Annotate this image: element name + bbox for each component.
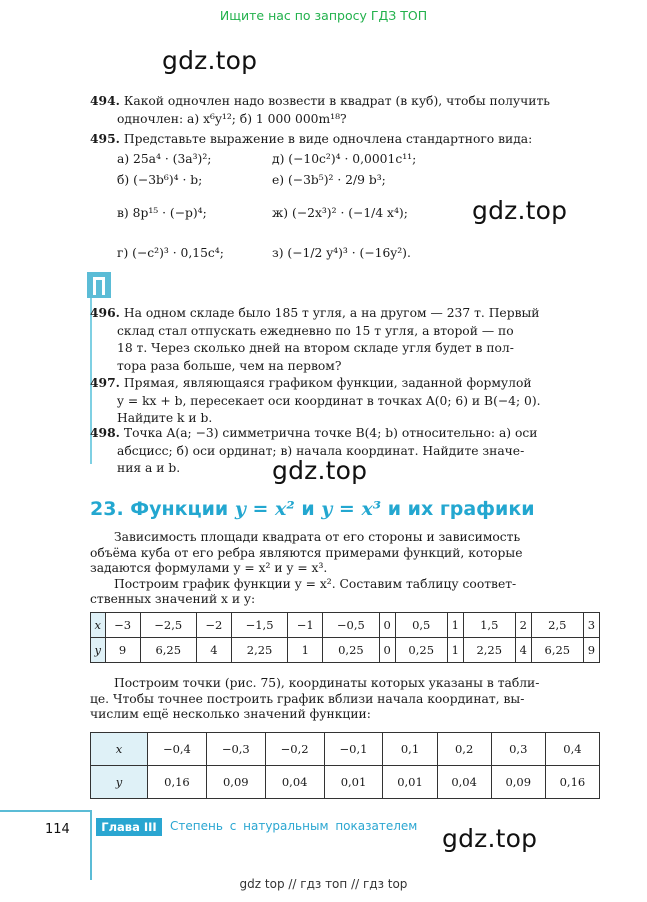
- item-e: е) (−3b⁵)² · 2/9 b³;: [272, 173, 386, 187]
- table-cell: 4: [515, 638, 531, 663]
- paragraph: Построим точки (рис. 75), координаты которых указаны в табли- це. Чтобы точнее построить график вблизи начала координат, вы- числим ещё несколько значений функции:: [90, 676, 540, 722]
- table-cell: −0,3: [206, 733, 265, 766]
- task-text: На одном складе было 185 т угля, а на другом — 237 т. Первый: [123, 306, 540, 320]
- task-497: [90, 374, 600, 428]
- watermark: gdz.top: [442, 824, 538, 853]
- item-a: а) 25a⁴ · (3a³)²;: [117, 152, 212, 166]
- top-banner: Ищите нас по запросу ГДЗ ТОП: [219, 8, 428, 23]
- table-cell: 3: [583, 613, 599, 638]
- task-text: абсцисс; б) оси ординат; в) начала координат. Найдите значе-: [117, 443, 525, 458]
- table-cell: 1,5: [463, 613, 515, 638]
- table-cell: 0,09: [491, 766, 545, 799]
- table-cell: −2: [196, 613, 231, 638]
- task-495: [90, 130, 600, 149]
- table-cell: 0,04: [437, 766, 491, 799]
- bottom-banner: gdz top // гдз топ // гдз top: [239, 877, 408, 891]
- table-cell: 0: [379, 613, 395, 638]
- task-text: одночлен: а) x⁶y¹²; б) 1 000 000m¹⁸?: [117, 111, 347, 126]
- item-b: б) (−3b⁶)⁴ · b;: [117, 173, 203, 187]
- x-header: x: [91, 733, 148, 766]
- table-cell: 0,01: [324, 766, 383, 799]
- table-cell: 6,25: [531, 638, 583, 663]
- table-cell: 2,25: [231, 638, 287, 663]
- chapter-title: Степень с натуральным показателем: [170, 819, 418, 833]
- x-header: x: [91, 613, 106, 638]
- table-cell: 9: [583, 638, 599, 663]
- watermark: gdz.top: [272, 456, 368, 485]
- task-494: [90, 92, 600, 128]
- task-number: 498.: [90, 425, 120, 440]
- table-cell: −0,1: [324, 733, 383, 766]
- item-g: г) (−c²)³ · 0,15c⁴;: [117, 246, 224, 260]
- item-zh: ж) (−2x³)² · (−1/4 x⁴);: [272, 206, 408, 220]
- task-496: [90, 304, 600, 375]
- watermark: gdz.top: [472, 196, 568, 225]
- task-text: ния a и b.: [117, 461, 181, 475]
- item-d: д) (−10c²)⁴ · 0,0001c¹¹;: [272, 152, 417, 166]
- chapter-label: Глава III: [96, 818, 162, 836]
- paragraph: Зависимость площади квадрата от его стороны и зависимость объёма куба от его ребра являются примерами функций, которые задаются формулами y = x² и y = x³. Построим график функции y = x². Составим таблицу соответ- ственных значений x и y:: [90, 530, 523, 607]
- watermark: gdz.top: [162, 46, 258, 75]
- table-cell: 0,16: [545, 766, 599, 799]
- task-number: 494.: [90, 93, 120, 108]
- task-text: склад стал отпускать ежедневно по 15 т угля, а второй — по: [117, 323, 514, 338]
- table-cell: 0,25: [395, 638, 447, 663]
- task-text: 18 т. Через сколько дней на втором складе угля будет в пол-: [117, 341, 514, 355]
- table-cell: 2,5: [531, 613, 583, 638]
- table-cell: −1,5: [231, 613, 287, 638]
- table-cell: 0,04: [265, 766, 324, 799]
- table-cell: −2,5: [140, 613, 196, 638]
- table-cell: −0,5: [323, 613, 379, 638]
- task-number: 495.: [90, 131, 120, 146]
- page-number: 114: [45, 822, 70, 837]
- task-text: тора раза больше, чем на первом?: [117, 358, 342, 373]
- table-cell: −0,4: [148, 733, 207, 766]
- table-cell: 0,3: [491, 733, 545, 766]
- task-text: Найдите k и b.: [117, 411, 213, 425]
- task-text: y = kx + b, пересекает оси координат в точках A(0; 6) и B(−4; 0).: [117, 393, 541, 408]
- p-marker-icon: [87, 272, 111, 298]
- table-cell: −1: [288, 613, 323, 638]
- table-cell: 1: [288, 638, 323, 663]
- table-cell: 0,1: [383, 733, 437, 766]
- task-text: Точка A(a; −3) симметрична точке B(4; b) относительно: а) оси: [123, 426, 538, 440]
- task-number: 496.: [90, 305, 120, 320]
- y-header: y: [91, 766, 148, 799]
- table-cell: −0,2: [265, 733, 324, 766]
- table-cell: 4: [196, 638, 231, 663]
- values-table: [90, 612, 600, 663]
- task-text: Прямая, являющаяся графиком функции, заданной формулой: [123, 376, 532, 390]
- values-table-near-origin: [90, 732, 600, 799]
- item-z: з) (−1/2 y⁴)³ · (−16y²).: [272, 246, 411, 260]
- y-header: y: [91, 638, 106, 663]
- table-cell: 2: [515, 613, 531, 638]
- table-cell: 0,01: [383, 766, 437, 799]
- table-cell: 0: [379, 638, 395, 663]
- item-v: в) 8p¹⁵ · (−p)⁴;: [117, 206, 207, 220]
- table-cell: 0,2: [437, 733, 491, 766]
- table-cell: 0,5: [395, 613, 447, 638]
- table-cell: −3: [105, 613, 140, 638]
- table-cell: 0,25: [323, 638, 379, 663]
- table-cell: 0,4: [545, 733, 599, 766]
- table-cell: 0,09: [206, 766, 265, 799]
- table-cell: 1: [447, 638, 463, 663]
- table-cell: 0,16: [148, 766, 207, 799]
- task-number: 497.: [90, 375, 120, 390]
- section-title: 23. Функции y = x² и y = x³ и их графики: [90, 498, 535, 520]
- task-text: Какой одночлен надо возвести в квадрат (в куб), чтобы получить: [123, 94, 550, 108]
- footer-rule: [0, 810, 90, 812]
- table-cell: 2,25: [463, 638, 515, 663]
- table-cell: 9: [105, 638, 140, 663]
- footer-rule: [90, 810, 92, 880]
- task-text: Представьте выражение в виде одночлена стандартного вида:: [123, 132, 533, 146]
- table-cell: 1: [447, 613, 463, 638]
- task-498: [90, 424, 600, 478]
- table-cell: 6,25: [140, 638, 196, 663]
